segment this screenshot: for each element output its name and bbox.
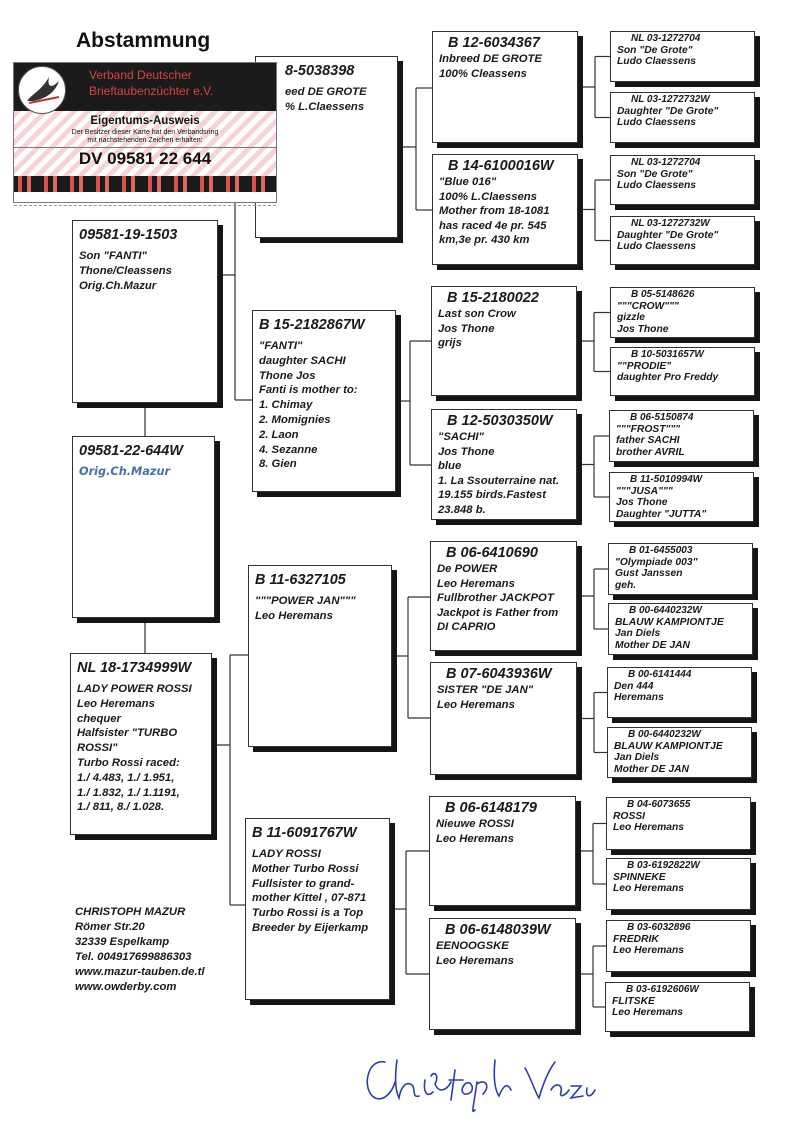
- pigeon-info-line: SPINNEKE: [613, 871, 666, 883]
- ring-number: NL 03-1272704: [631, 33, 701, 44]
- pigeon-info-line: Mother from 18-1081: [439, 205, 550, 218]
- pigeon-info-line: Son "FANTI": [79, 250, 147, 262]
- pigeon-info-line: % L.Claessens: [285, 100, 365, 113]
- pigeon-info-line: Leo Heremans: [613, 883, 684, 895]
- pigeon-info-line: """POWER JAN""": [255, 595, 356, 607]
- address-website-2: www.owderby.com: [75, 981, 177, 993]
- pigeon-info-line: Leo Heremans: [77, 697, 155, 710]
- pigeon-info-line: Jos Thone: [438, 445, 495, 458]
- great-grandparent-box: [431, 409, 577, 520]
- pigeon-info-line: 1./ 1.832, 1./ 1.1191,: [77, 786, 180, 799]
- pigeon-info-line: Last son Crow: [438, 308, 516, 320]
- great-great-grandparent-box: [605, 982, 750, 1032]
- pigeon-info-line: Jos Thone: [617, 324, 669, 336]
- pigeon-info-line: gizzle: [617, 312, 646, 324]
- pigeon-info-line: SISTER "DE JAN": [437, 684, 534, 696]
- ownership-card: [13, 62, 277, 203]
- pigeon-info-line: ROSSI: [613, 810, 646, 822]
- great-grandparent-box: [429, 796, 576, 906]
- pigeon-info-line: daughter SACHI: [259, 354, 346, 367]
- great-great-grandparent-box: [608, 543, 753, 595]
- pigeon-info-line: Turbo Rossi raced:: [77, 756, 180, 769]
- ring-number: B 06-5150874: [630, 412, 694, 423]
- pigeon-info-line: Leo Heremans: [437, 577, 515, 590]
- pigeon-info-line: 23.848 b.: [438, 503, 486, 516]
- pigeon-info-line: grijs: [438, 337, 462, 350]
- pigeon-info-line: FREDRIK: [613, 933, 659, 945]
- pigeon-info-line: 1./ 811, 8./ 1.028.: [77, 801, 165, 814]
- pigeon-info-line: Breeder by Eijerkamp: [252, 921, 369, 934]
- ring-number: 09581-22-644W: [79, 443, 183, 459]
- great-great-grandparent-box: [607, 667, 752, 718]
- card-band: [14, 176, 276, 192]
- pigeon-info-line: 2. Laon: [259, 428, 299, 441]
- grandparent-box: [245, 818, 390, 1000]
- pigeon-info-line: ""PRODIE": [617, 360, 672, 372]
- pigeon-info-line: blue: [438, 460, 462, 473]
- ring-number: B 00-6440232W: [628, 729, 701, 740]
- pigeon-info-line: Orig.Ch.Mazur: [79, 465, 171, 478]
- great-great-grandparent-box: [606, 920, 751, 972]
- ring-number: B 01-6455003: [629, 545, 693, 556]
- ring-number: 8-5038398: [285, 63, 355, 79]
- pigeon-info-line: Leo Heremans: [255, 609, 333, 622]
- ring-number: B 07-6043936W: [446, 666, 552, 682]
- great-great-grandparent-box: [610, 347, 755, 396]
- dam-box: [70, 653, 212, 835]
- ring-number: B 12-6034367: [448, 35, 540, 51]
- grandparent-box: [252, 310, 396, 492]
- sire-box: [72, 220, 218, 403]
- pigeon-info-line: Leo Heremans: [436, 954, 514, 967]
- pigeon-info-line: geh.: [615, 580, 637, 592]
- ring-number: B 15-2180022: [447, 290, 539, 306]
- ring-number: B 03-6192606W: [626, 984, 699, 995]
- pigeon-info-line: chequer: [77, 712, 121, 725]
- pigeon-info-line: Den 444: [614, 680, 654, 692]
- pigeon-info-line: Mother DE JAN: [614, 764, 689, 776]
- pigeon-info-line: daughter Pro Freddy: [617, 372, 719, 384]
- ring-number: 09581-19-1503: [79, 227, 178, 243]
- pigeon-info-line: Thone/Cleassens: [79, 264, 172, 277]
- pigeon-info-line: ROSSI": [77, 742, 118, 755]
- great-grandparent-box: [429, 918, 576, 1030]
- ring-number: B 06-6148039W: [445, 922, 551, 938]
- great-great-grandparent-box: [609, 410, 754, 462]
- ring-number: B 03-6032896: [627, 922, 691, 933]
- pigeon-info-line: Heremans: [614, 692, 664, 704]
- pigeon-info-line: Jan Diels: [615, 628, 661, 640]
- pigeon-info-line: 100% L.Claessens: [439, 190, 537, 203]
- pigeon-info-line: Mother DE JAN: [615, 640, 690, 652]
- pigeon-info-line: """FROST""": [616, 423, 681, 435]
- ring-number: B 11-6091767W: [252, 825, 357, 841]
- card-org-line2: Brieftaubenzüchter e.V.: [89, 84, 214, 98]
- ring-number: NL 03-1272704: [631, 157, 701, 168]
- pigeon-info-line: """CROW""": [617, 300, 679, 312]
- pigeon-info-line: Daughter "De Grote": [617, 105, 719, 117]
- pigeon-info-line: Son "De Grote": [617, 168, 693, 180]
- pigeon-info-line: 2. Momignies: [259, 413, 331, 426]
- great-grandparent-box: [432, 154, 578, 265]
- pigeon-info-line: Fullbrother JACKPOT: [437, 592, 554, 605]
- pigeon-info-line: Halfsister "TURBO: [77, 727, 178, 740]
- ring-number: B 12-5030350W: [447, 413, 553, 429]
- card-heading: Eigentums-Ausweis: [90, 115, 200, 127]
- address-phone: Tel. 004917699886303: [75, 951, 192, 963]
- card-divider: [14, 147, 276, 148]
- pigeon-info-line: Jos Thone: [438, 322, 495, 335]
- great-grandparent-box: [430, 541, 577, 651]
- address-street: Römer Str.20: [75, 921, 145, 933]
- pigeon-info-line: 100% Cleassens: [439, 67, 527, 80]
- address-website-1: www.mazur-tauben.de.tl: [75, 966, 205, 978]
- handwritten-signature: [355, 1040, 605, 1115]
- great-great-grandparent-box: [606, 858, 751, 910]
- great-great-grandparent-box: [608, 603, 753, 655]
- pigeon-info-line: BLAUW KAMPIONTJE: [615, 616, 724, 628]
- great-great-grandparent-box: [610, 216, 755, 265]
- ring-number: B 00-6141444: [628, 669, 692, 680]
- pigeon-info-line: Inbreed DE GROTE: [439, 53, 542, 65]
- pigeon-info-line: BLAUW KAMPIONTJE: [614, 740, 723, 752]
- address-name: CHRISTOPH MAZUR: [75, 906, 186, 918]
- pigeon-info-line: Ludo Claessens: [617, 117, 696, 129]
- great-great-grandparent-box: [609, 472, 754, 522]
- ring-number: B 06-6148179: [445, 800, 537, 816]
- grandparent-box: [248, 565, 392, 747]
- pigeon-info-line: Son "De Grote": [617, 44, 693, 56]
- pigeon-info-line: Orig.Ch.Mazur: [79, 279, 157, 292]
- pigeon-info-line: Ludo Claessens: [617, 180, 696, 192]
- pigeon-info-line: Turbo Rossi is a Top: [252, 907, 364, 920]
- pigeon-info-line: De POWER: [437, 563, 498, 575]
- pigeon-info-line: EENOOGSKE: [436, 940, 509, 952]
- ring-number: B 11-6327105: [255, 572, 346, 588]
- address-city: 32339 Espelkamp: [75, 936, 170, 948]
- pigeon-info-line: Daughter "JUTTA": [616, 509, 707, 521]
- ring-number: B 06-6410690: [446, 545, 538, 561]
- pigeon-info-line: Jackpot is Father from: [437, 606, 559, 619]
- pigeon-info-line: Leo Heremans: [436, 832, 514, 845]
- card-text-line1: Der Besitzer dieser Karte hat den Verbandsring: [71, 129, 219, 136]
- pigeon-info-line: km,3e pr. 430 km: [439, 234, 530, 247]
- pigeon-info-line: father SACHI: [616, 435, 680, 447]
- pigeon-info-line: Leo Heremans: [613, 945, 684, 957]
- ring-number: B 05-5148626: [631, 289, 695, 300]
- pigeon-info-line: "FANTI": [259, 340, 303, 352]
- ring-number: B 14-6100016W: [448, 158, 554, 174]
- ring-number: NL 03-1272732W: [631, 94, 710, 105]
- pigeon-info-line: Thone Jos: [259, 369, 316, 382]
- ring-number: B 04-6073655: [627, 799, 691, 810]
- pigeon-info-line: """JUSA""": [616, 485, 673, 497]
- pigeon-info-line: Jos Thone: [616, 497, 668, 509]
- pigeon-info-line: 19.155 birds.Fastest: [438, 489, 547, 502]
- pigeon-info-line: Ludo Claessens: [617, 56, 696, 68]
- card-tear-edge: [14, 201, 276, 206]
- pigeon-info-line: 1. La Ssouterraine nat.: [438, 474, 560, 487]
- ring-number: NL 18-1734999W: [77, 660, 192, 676]
- great-great-grandparent-box: [610, 155, 755, 205]
- ring-number: B 10-5031657W: [631, 349, 704, 360]
- ring-number: B 03-6192822W: [627, 860, 700, 871]
- pigeon-info-line: Nieuwe ROSSI: [436, 818, 514, 830]
- ring-number: B 00-6440232W: [629, 605, 702, 616]
- great-great-grandparent-box: [606, 797, 751, 850]
- great-great-grandparent-box: [610, 31, 755, 82]
- pigeon-info-line: has raced 4e pr. 545: [439, 219, 547, 232]
- pigeon-info-line: Gust Janssen: [615, 568, 683, 580]
- pigeon-info-line: eed DE GROTE: [285, 86, 367, 98]
- pigeon-info-line: "Olympiade 003": [615, 556, 698, 568]
- card-ring-number: DV 09581 22 644: [78, 149, 212, 168]
- card-org-line1: Verband Deutscher: [89, 68, 192, 82]
- pigeon-info-line: Fanti is mother to:: [259, 384, 358, 397]
- document-title: Abstammung: [76, 29, 211, 52]
- ring-number: B 15-2182867W: [259, 317, 365, 333]
- pigeon-info-line: LADY ROSSI: [252, 848, 321, 860]
- subject-pigeon-box: [72, 436, 215, 618]
- pigeon-info-line: brother AVRIL: [616, 447, 685, 459]
- pigeon-info-line: 8. Gien: [259, 458, 297, 471]
- pigeon-info-line: Leo Heremans: [612, 1007, 683, 1019]
- pigeon-info-line: 4. Sezanne: [259, 443, 318, 456]
- pigeon-info-line: FLITSKE: [612, 995, 655, 1007]
- breeder-address: [75, 905, 205, 995]
- pigeon-info-line: "SACHI": [438, 431, 484, 443]
- pigeon-info-line: 1./ 4.483, 1./ 1.951,: [77, 771, 175, 784]
- great-great-grandparent-box: [610, 287, 755, 338]
- pigeon-info-line: mother Kittel , 07-871: [252, 892, 367, 905]
- card-text-line2: mit nachstehenden Zeichen erhalten:: [87, 137, 203, 144]
- pigeon-info-line: Mother Turbo Rossi: [252, 862, 359, 875]
- pigeon-info-line: "Blue 016": [439, 176, 497, 188]
- pigeon-info-line: LADY POWER ROSSI: [77, 683, 192, 695]
- pigeon-info-line: Jan Diels: [614, 752, 660, 764]
- great-grandparent-box: [430, 662, 577, 775]
- ring-number: B 11-5010994W: [630, 474, 703, 485]
- pigeon-info-line: DI CAPRIO: [437, 621, 496, 634]
- ring-number: NL 03-1272732W: [631, 218, 710, 229]
- great-great-grandparent-box: [610, 92, 755, 143]
- great-great-grandparent-box: [607, 727, 752, 778]
- great-grandparent-box: [431, 286, 577, 396]
- pigeon-info-line: Fullsister to grand-: [252, 877, 355, 890]
- pigeon-logo-icon: [18, 66, 66, 114]
- pigeon-info-line: Leo Heremans: [437, 698, 515, 711]
- pigeon-info-line: Daughter "De Grote": [617, 229, 719, 241]
- pigeon-info-line: Ludo Claessens: [617, 241, 696, 253]
- great-grandparent-box: [432, 31, 578, 143]
- pigeon-info-line: Leo Heremans: [613, 822, 684, 834]
- pigeon-info-line: 1. Chimay: [259, 399, 313, 412]
